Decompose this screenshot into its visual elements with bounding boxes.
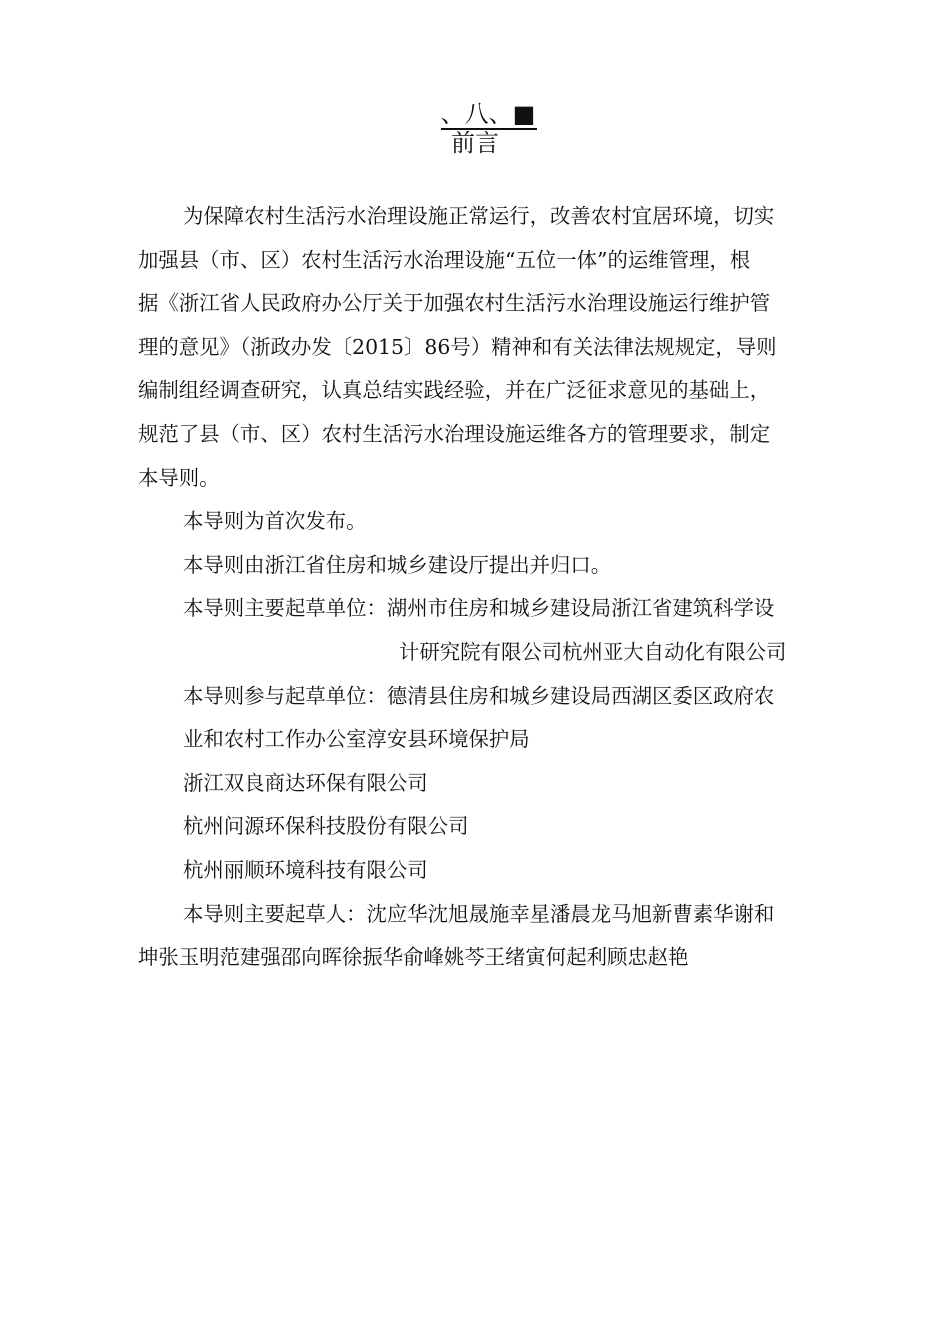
body-text bbox=[138, 195, 838, 980]
drafters-line-1: 本导则主要起草人：沈应华沈旭晟施幸星潘晨龙马旭新曹素华谢和 bbox=[183, 901, 775, 926]
intro-line-5: 编制组经调查研究，认真总结实践经验，并在广泛征求意见的基础上， bbox=[138, 378, 771, 403]
proposer-line: 本导则由浙江省住房和城乡建设厅提出并归口。 bbox=[183, 552, 612, 577]
header-mark bbox=[0, 100, 950, 130]
drafters-line-2: 坤张玉明范建强邵向晖徐振华俞峰姚芩王绪寅何起利顾忠赵艳 bbox=[138, 945, 689, 970]
header-mark-text: 、八、■ bbox=[440, 100, 536, 128]
participant-org-2: 杭州问源环保科技股份有限公司 bbox=[183, 814, 469, 839]
intro-line-2: 加强县（市、区）农村生活污水治理设施“五位一体”的运维管理，根 bbox=[138, 247, 751, 272]
main-drafters-line-1: 本导则主要起草单位：湖州市住房和城乡建设局浙江省建筑科学设 bbox=[183, 596, 775, 621]
intro-line-4: 理的意见》（浙政办发〔2015〕86号）精神和有关法律法规规定，导则 bbox=[138, 334, 777, 359]
participants-line-2: 业和农村工作办公室淳安县环境保护局 bbox=[183, 727, 530, 752]
intro-line-6: 规范了县（市、区）农村生活污水治理设施运维各方的管理要求，制定 bbox=[138, 421, 771, 446]
participants-line-1: 本导则参与起草单位：德清县住房和城乡建设局西湖区委区政府农 bbox=[183, 683, 775, 708]
intro-line-1: 为保障农村生活污水治理设施正常运行，改善农村宜居环境，切实 bbox=[183, 204, 775, 228]
page-title: 前言 bbox=[451, 129, 499, 157]
intro-line-3: 据《浙江省人民政府办公厅关于加强农村生活污水治理设施运行维护管 bbox=[138, 291, 771, 316]
first-release-line: 本导则为首次发布。 bbox=[183, 509, 367, 534]
participant-org-3: 杭州丽顺环境科技有限公司 bbox=[183, 857, 428, 882]
main-drafters-line-2: 计研究院有限公司杭州亚大自动化有限公司 bbox=[399, 639, 787, 664]
intro-line-7: 本导则。 bbox=[138, 465, 220, 490]
participant-org-1: 浙江双良商达环保有限公司 bbox=[183, 770, 428, 795]
